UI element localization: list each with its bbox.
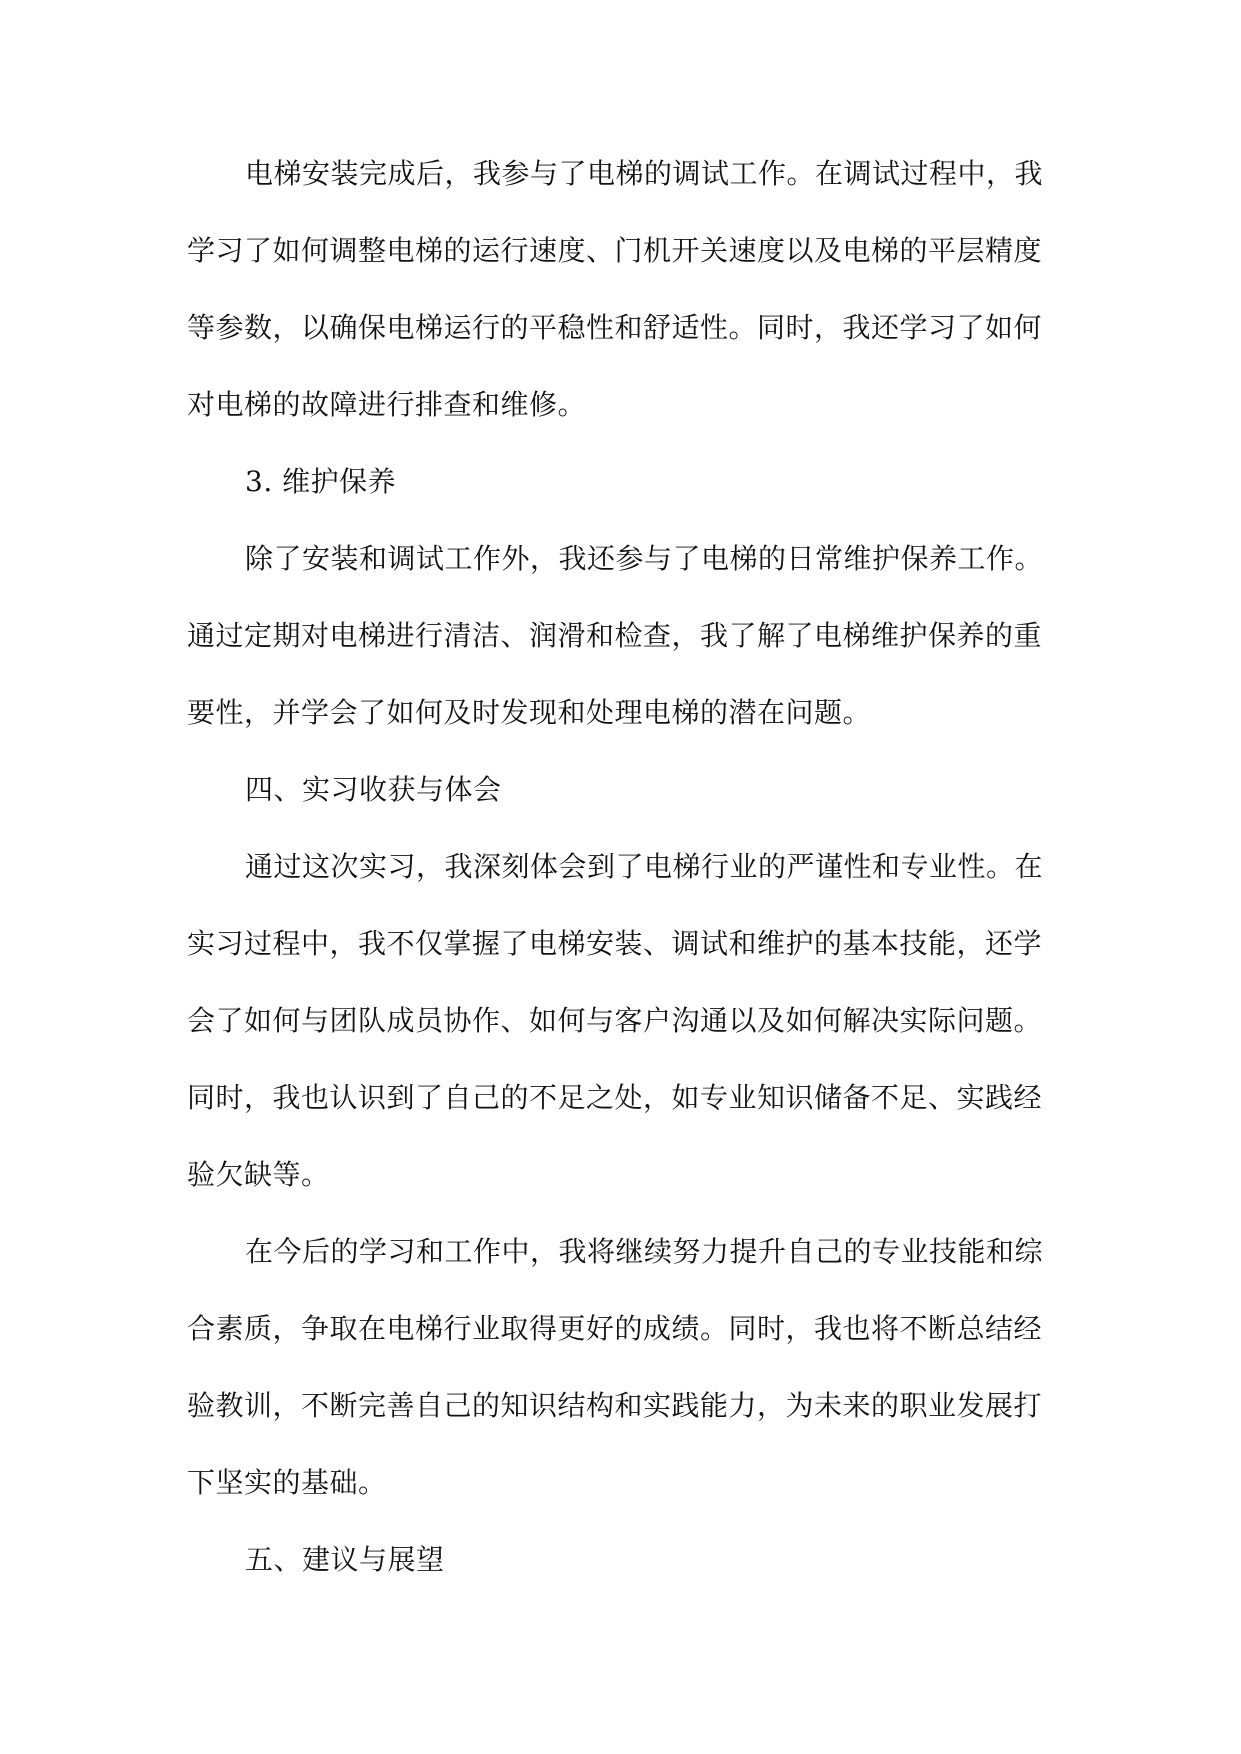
paragraph-line: 除了安装和调试工作外，我还参与了电梯的日常维护保养工作。: [245, 542, 1044, 575]
document-body: [187, 144, 1067, 1607]
paragraph-line: 验欠缺等。: [187, 1158, 330, 1191]
paragraph-line: 学习了如何调整电梯的运行速度、门机开关速度以及电梯的平层精度: [187, 234, 1043, 267]
paragraph-line: 下坚实的基础。: [187, 1466, 387, 1499]
paragraph-line: 通过这次实习，我深刻体会到了电梯行业的严谨性和专业性。在: [245, 850, 1044, 883]
section-heading: 四、实习收获与体会: [245, 773, 502, 806]
paragraph-line: 等参数，以确保电梯运行的平稳性和舒适性。同时，我还学习了如何: [187, 311, 1043, 344]
paragraph-line: 通过定期对电梯进行清洁、润滑和检查，我了解了电梯维护保养的重: [187, 619, 1043, 652]
paragraph-line: 验教训，不断完善自己的知识结构和实践能力，为未来的职业发展打: [187, 1389, 1043, 1422]
paragraph-line: 合素质，争取在电梯行业取得更好的成绩。同时，我也将不断总结经: [187, 1312, 1043, 1345]
paragraph-line: 会了如何与团队成员协作、如何与客户沟通以及如何解决实际问题。: [187, 1004, 1043, 1037]
paragraph-line: 在今后的学习和工作中，我将继续努力提升自己的专业技能和综: [245, 1235, 1044, 1268]
paragraph-line: 要性，并学会了如何及时发现和处理电梯的潜在问题。: [187, 696, 872, 729]
paragraph-line: 对电梯的故障进行排查和维修。: [187, 388, 587, 421]
section-heading: 五、建议与展望: [245, 1543, 445, 1576]
paragraph-line: 实习过程中，我不仅掌握了电梯安装、调试和维护的基本技能，还学: [187, 927, 1043, 960]
section-heading: 3. 维护保养: [245, 465, 397, 498]
paragraph-line: 电梯安装完成后，我参与了电梯的调试工作。在调试过程中，我: [245, 157, 1044, 190]
paragraph-line: 同时，我也认识到了自己的不足之处，如专业知识储备不足、实践经: [187, 1081, 1043, 1114]
